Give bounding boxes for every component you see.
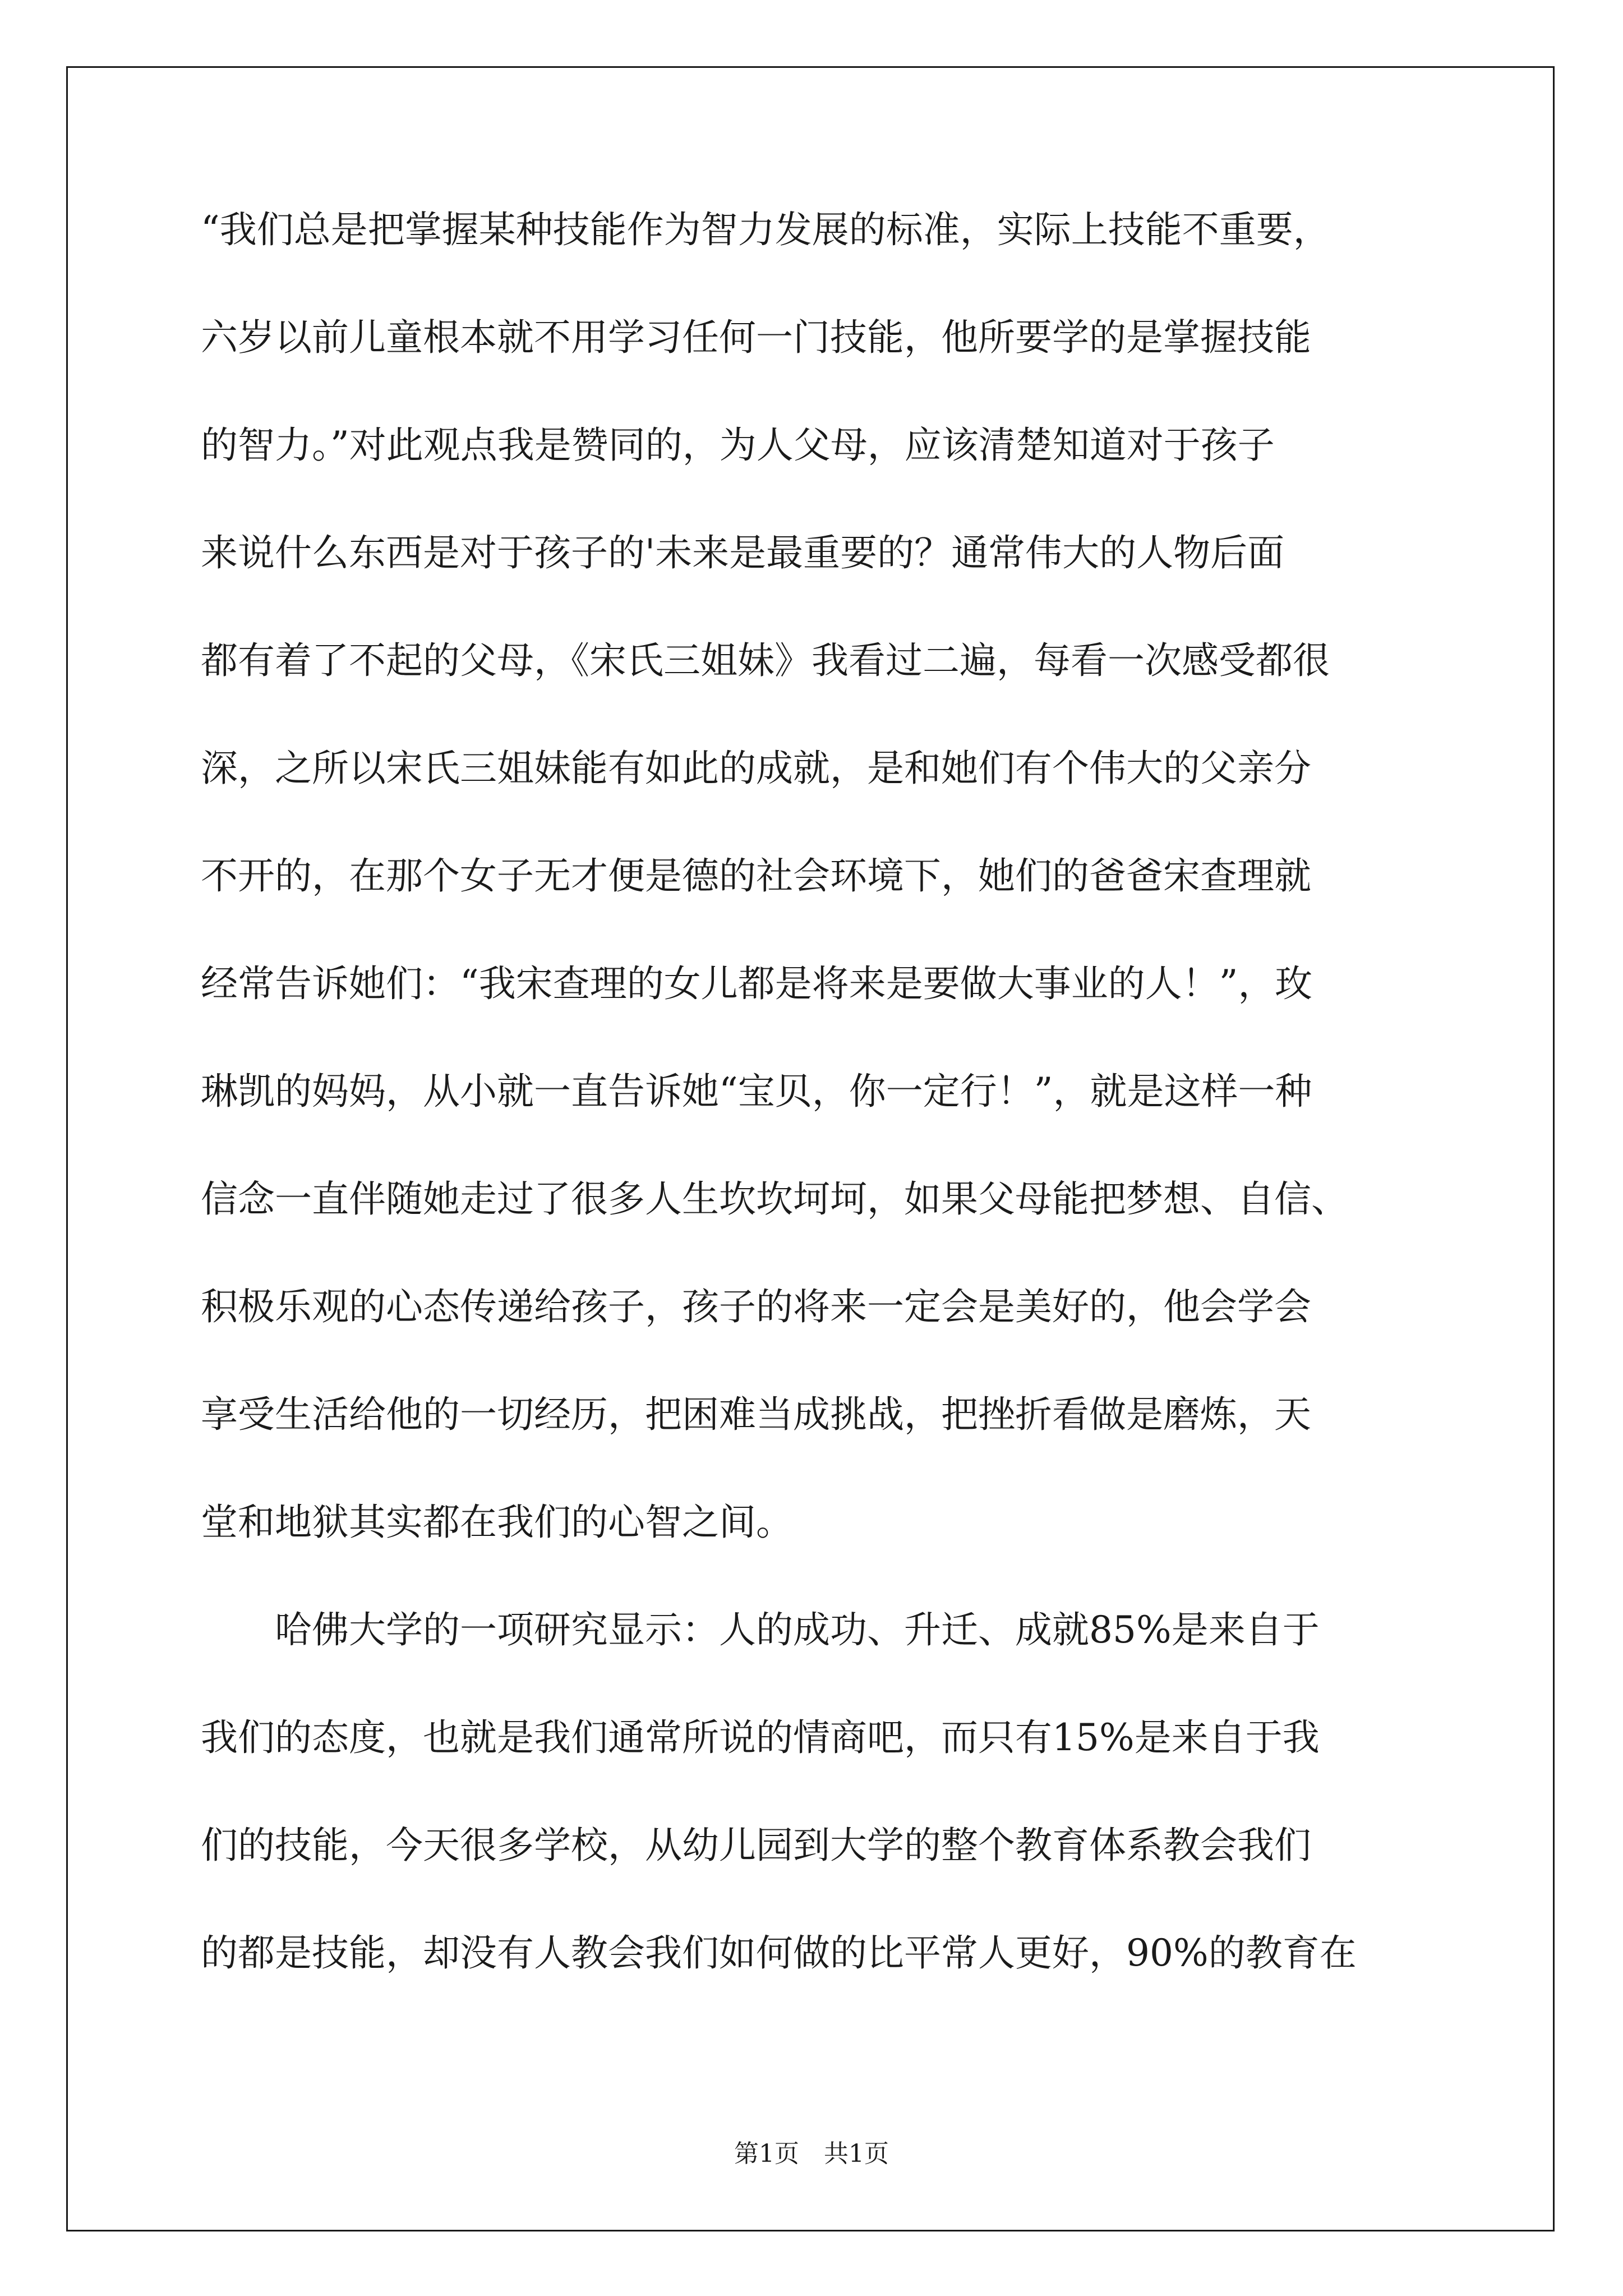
text-line: 的都是技能，却没有人教会我们如何做的比平常人更好，90%的教育在 [201, 1931, 1357, 1975]
text-line: 六岁以前儿童根本就不用学习任何一门技能，他所要学的是掌握技能 [201, 316, 1311, 359]
text-line: 们的技能，今天很多学校，从幼儿园到大学的整个教育体系教会我们 [201, 1824, 1311, 1867]
text-line: “我们总是把掌握某种技能作为智力发展的标准，实际上技能不重要， [201, 208, 1330, 251]
text-line: 经常告诉她们：“我宋查理的女儿都是将来是要做大事业的人！”，玫 [201, 962, 1312, 1005]
text-line: 哈佛大学的一项研究显示：人的成功、升迁、成就85%是来自于 [201, 1608, 1320, 1651]
text-line: 我们的态度，也就是我们通常所说的情商吧，而只有15%是来自于我 [201, 1716, 1320, 1759]
text-line: 信念一直伴随她走过了很多人生坎坎坷坷，如果父母能把梦想、自信、 [201, 1177, 1348, 1221]
page-border [66, 66, 1555, 2231]
text-line: 积极乐观的心态传递给孩子，孩子的将来一定会是美好的，他会学会 [201, 1285, 1311, 1328]
text-line: 享受生活给他的一切经历，把困难当成挑战，把挫折看做是磨炼，天 [201, 1393, 1311, 1436]
text-line: 深，之所以宋氏三姐妹能有如此的成就，是和她们有个伟大的父亲分 [201, 747, 1311, 790]
text-line: 不开的，在那个女子无才便是德的社会环境下，她们的爸爸宋查理就 [201, 854, 1311, 898]
page-number-footer: 第1页 共1页 [734, 2139, 889, 2168]
text-line: 堂和地狱其实都在我们的心智之间。 [201, 1501, 793, 1544]
text-line: 的智力。”对此观点我是赞同的，为人父母，应该清楚知道对于孩子 [201, 424, 1275, 467]
text-line: 琳凯的妈妈，从小就一直告诉她“宝贝，你一定行！”，就是这样一种 [201, 1070, 1312, 1113]
text-line: 都有着了不起的父母，《宋氏三姐妹》我看过二遍，每看一次感受都很 [201, 639, 1330, 682]
text-line: 来说什么东西是对于孩子的'未来是最重要的？通常伟大的人物后面 [201, 531, 1285, 574]
